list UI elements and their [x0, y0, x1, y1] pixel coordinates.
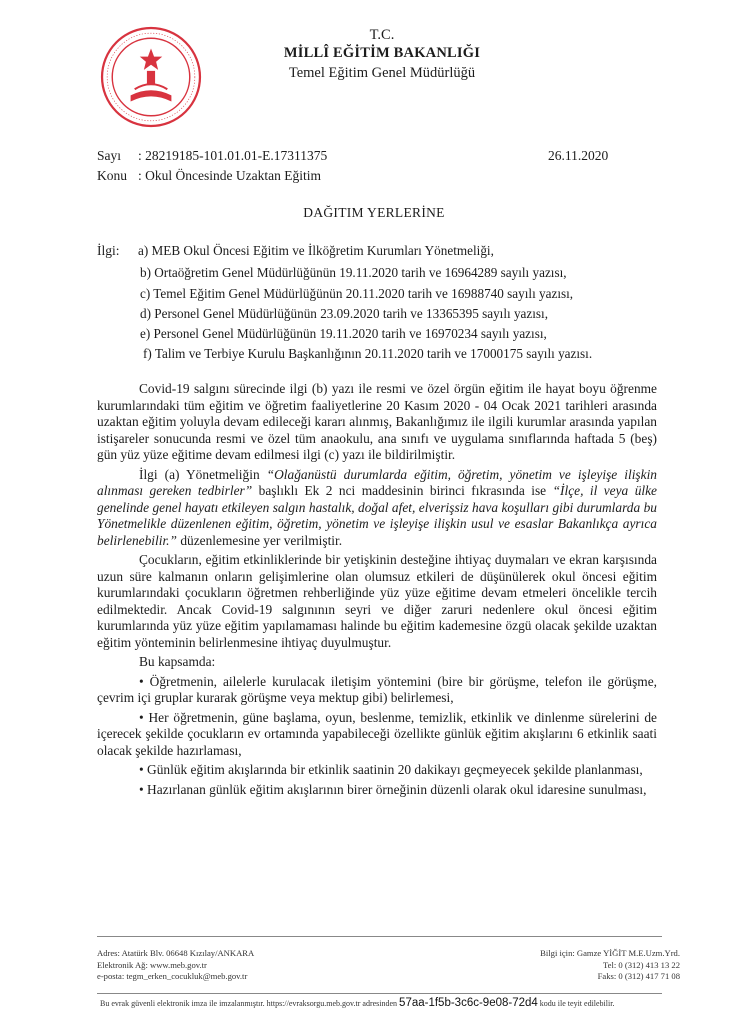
- footer-fax: Faks: 0 (312) 417 71 08: [597, 971, 680, 981]
- ilgi-label: İlgi:: [97, 243, 120, 258]
- document-date: 26.11.2020: [548, 148, 609, 163]
- ministry-seal-logo: [100, 26, 202, 128]
- footer-divider: [97, 993, 662, 994]
- konu-label: Konu: [97, 168, 127, 183]
- bullet-item: • Günlük eğitim akışlarında bir etkinlik saatinin 20 dakikayı geçmeyecek şekilde planlanması,: [139, 762, 643, 777]
- ilgi-item-f: f) Talim ve Terbiye Kurulu Başkanlığının 20.11.2020 tarih ve 17000175 sayılı yazısı.: [143, 346, 593, 361]
- bullet-item: • Her öğretmenin, güne başlama, oyun, beslenme, temizlik, etkinlik ve dinlenme sürelerini de içerecek şekilde çocukların ev ortamında yapabileceği özellikte günlük eğitim akışlarını 6 etkinlik saati olacak şekilde hazırlaması,: [97, 709, 657, 758]
- ilgi-item-d: d) Personel Genel Müdürlüğünün 23.09.2020 tarih ve 13365395 sayılı yazısı,: [140, 306, 549, 321]
- bullet-item: • Hazırlanan günlük eğitim akışlarının birer örneğinin düzenli olarak okul idaresine sunulması,: [139, 781, 647, 797]
- footer-address: Adres: Atatürk Blv. 06648 Kızılay/ANKARA: [97, 948, 255, 958]
- distribution-heading: DAĞITIM YERLERİNE: [303, 205, 445, 220]
- footer-contact-address: [97, 948, 254, 983]
- paragraph-1: Covid-19 salgını sürecinde ilgi (b) yazı ile resmi ve özel örgün eğitim ile hayat boyu öğrenme kurumlarındaki tüm eğitim ve öğretim faaliyetlerine 20 Kasım 2020 - 04 Ocak 2021 tarihleri arasında uzaktan eğitim yoluyla devam edileceği kararı alınmış, Bakanlığımız ile ilgili kurumlar arasında yapılan istişareler sonucunda resmi ve özel tüm anaokulu, ana sınıfı ve uygulama sınıflarında haftada 5 (beş) gün yüz yüze eğitime devam edilmesi ilgi (c) yazı ile bildirilmiştir.: [97, 381, 657, 462]
- sayi-value: : 28219185-101.01.01-E.17311375: [138, 148, 328, 163]
- ilgi-item-a: a) MEB Okul Öncesi Eğitim ve İlköğretim Kurumları Yönetmeliği,: [138, 243, 494, 258]
- verification-line: Bu evrak güvenli elektronik imza ile imzalanmıştır. https://evraksorgu.meb.gov.tr adresinden 57aa-1f5b-3c6c-9e08-72d4 kodu ile teyit edilebilir.: [100, 997, 615, 1009]
- ilgi-item-b: b) Ortaöğretim Genel Müdürlüğünün 19.11.2020 tarih ve 16964289 sayılı yazısı,: [140, 265, 567, 280]
- paragraph-2: İlgi (a) Yönetmeliğin “Olağanüstü durumlarda eğitim, öğretim, yönetim ve işleyişe ilişkin alınması gereken tedbirler” başlıklı Ek 2 nci maddesinin birinci fıkrasında ise “İlçe, il veya ülke genelinde genel hayatı etkileyen salgın hastalık, doğal afet, elverişsiz hava koşulları gibi durumlarda bu Yönetmelikle düzenlenen eğitim, öğretim, yönetim ve işleyişe ilişkin usul ve esaslar Bakanlıkça ayrıca belirlenebilir.” düzenlemesine yer verilmiştir.: [97, 466, 658, 548]
- paragraph-4: Bu kapsamda:: [139, 654, 216, 669]
- bullet-item: • Öğretmenin, ailelerle kurulacak iletişim yöntemini (bire bir görüşme, telefon ile görüşme, çevrim içi gruplar kurarak görüşme veya mektup gibi) belirlemesi,: [97, 673, 657, 705]
- header-tc: T.C.: [369, 27, 395, 43]
- letter-body: [97, 381, 657, 798]
- verification-code: 57aa-1f5b-3c6c-9e08-72d4: [399, 997, 538, 1009]
- paragraph-3: Çocukların, eğitim etkinliklerinde bir yetişkinin desteğine ihtiyaç duymaları ve ekran karşısında uzun süre kalmanın onların gelişimlerine olan olumsuz etkileri de düşünülerek okul öncesi eğitim kurumlarındaki çocukların öğretmen rehberliğinde yüz yüze eğitime devam etmeleri öncelikle tercih edilmektedir. Ancak Covid-19 salgınının seyri ve diğer zaruri nedenlere okul öncesi eğitim kurumlarında yüz yüze eğitim yapılamaması halinde bu eğitim kademesine özgü olacak şekilde uzaktan eğitim yönteminin belirlenmesine ihtiyaç duyulmuştur.: [97, 552, 657, 650]
- ilgi-item-c: c) Temel Eğitim Genel Müdürlüğünün 20.11.2020 tarih ve 16988740 sayılı yazısı,: [140, 286, 574, 301]
- footer-divider: [97, 936, 662, 937]
- header-directorate: Temel Eğitim Genel Müdürlüğü: [288, 65, 476, 81]
- footer-website: Elektronik Ağ: www.meb.gov.tr: [97, 959, 207, 970]
- footer-info-person: Bilgi için: Gamze YİĞİT M.E.Uzm.Yrd.: [540, 948, 680, 958]
- sayi-label: Sayı: [97, 148, 122, 163]
- footer-contact-info: [470, 948, 680, 983]
- footer-phone: Tel: 0 (312) 413 13 22: [603, 959, 680, 970]
- footer-email: e-posta: tegm_erken_cocukluk@meb.gov.tr: [97, 971, 248, 981]
- konu-value: : Okul Öncesinde Uzaktan Eğitim: [138, 168, 321, 183]
- ilgi-item-e: e) Personel Genel Müdürlüğünün 19.11.2020 tarih ve 16970234 sayılı yazısı,: [140, 326, 547, 341]
- header-ministry: MİLLÎ EĞİTİM BAKANLIĞI: [283, 45, 481, 61]
